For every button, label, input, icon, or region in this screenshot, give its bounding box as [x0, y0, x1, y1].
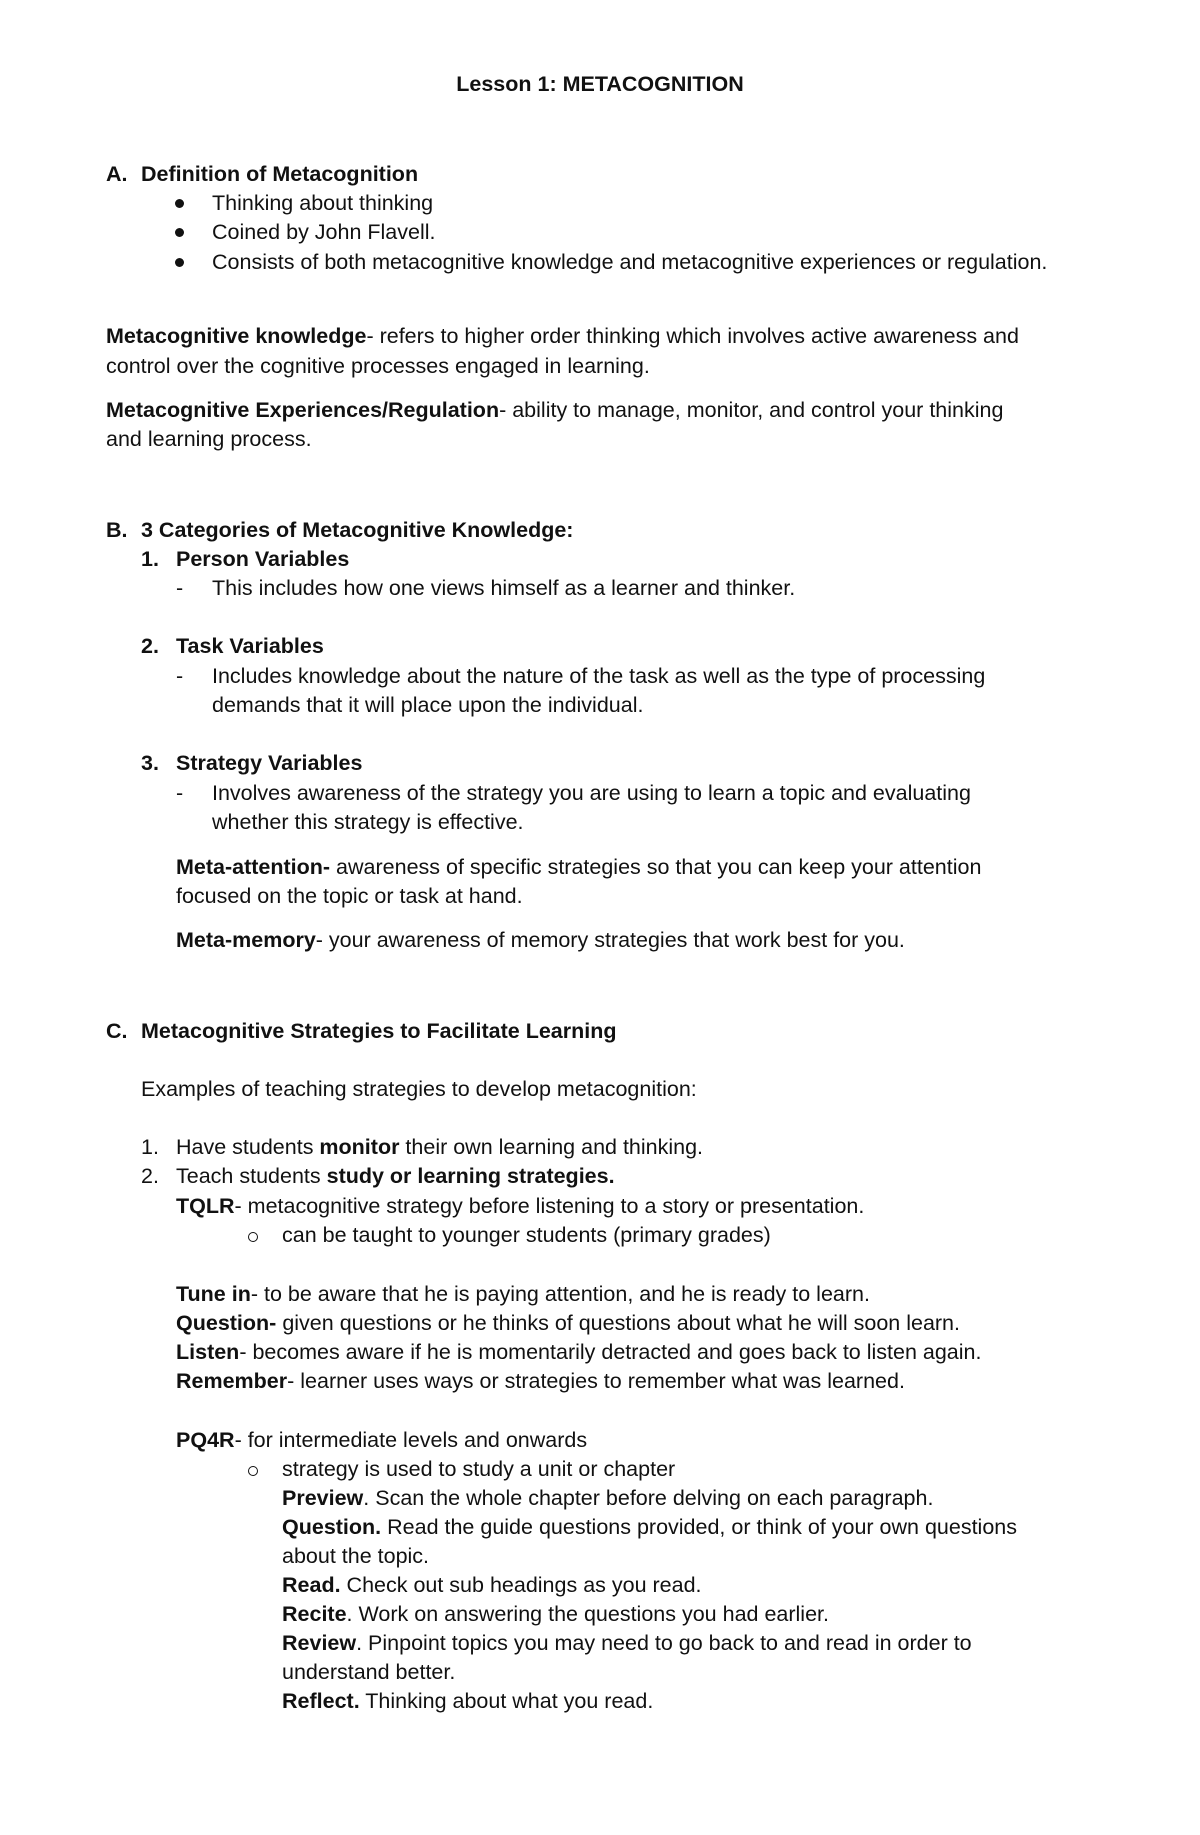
pq4r-step [282, 1542, 429, 1570]
definition-text: focused on the topic or task at hand. [176, 884, 523, 908]
definition-text: - for intermediate levels and onwards [234, 1428, 588, 1452]
sub-bullet-item: can be taught to younger students (primary grades) [282, 1223, 771, 1247]
definition-text: Read the guide questions provided, or think of your own questions [381, 1515, 1018, 1539]
definition-text: and learning process. [106, 427, 312, 451]
dash-marker: - [176, 781, 184, 805]
list-number: 2. [141, 1164, 159, 1188]
tqlr-step [176, 1367, 905, 1395]
term: Review [282, 1631, 357, 1655]
definition-tqlr [176, 1192, 864, 1220]
section-c-marker: C. [106, 1019, 128, 1043]
pq4r-step [282, 1571, 702, 1599]
definition-text: . Scan the whole chapter before delving on each paragraph. [363, 1486, 934, 1510]
list-number: 1. [141, 547, 159, 571]
term: Tune in [176, 1282, 251, 1306]
definition-text: understand better. [282, 1660, 456, 1684]
list-number: 3. [141, 751, 159, 775]
category-title: Strategy Variables [176, 751, 363, 775]
definition-text: - to be aware that he is paying attention, and he is ready to learn. [250, 1282, 870, 1306]
section-c-heading: Metacognitive Strategies to Facilitate Learning [141, 1019, 617, 1043]
definition-metacognitive-regulation [106, 396, 1003, 424]
term: PQ4R [176, 1428, 235, 1452]
term: Listen [176, 1340, 240, 1364]
definition-text: . Work on answering the questions you had earlier. [346, 1602, 829, 1626]
pq4r-step [282, 1658, 455, 1686]
bullet-item: Coined by John Flavell. [212, 220, 436, 244]
term: Preview [282, 1486, 364, 1510]
page-title: Lesson 1: METACOGNITION [456, 72, 744, 96]
list-number: 2. [141, 634, 159, 658]
pq4r-step [282, 1629, 972, 1657]
sub-bullet-item: strategy is used to study a unit or chapter [282, 1457, 676, 1481]
term: Question. [282, 1515, 382, 1539]
circle-bullet-icon [248, 1466, 258, 1476]
intro-text: Examples of teaching strategies to develop metacognition: [141, 1077, 697, 1101]
pq4r-step [282, 1484, 933, 1512]
category-title: Person Variables [176, 547, 350, 571]
list-number: 1. [141, 1135, 159, 1159]
term: Recite [282, 1602, 347, 1626]
definition-text: . Pinpoint topics you may need to go back to and read in order to [356, 1631, 972, 1655]
definition-text: Check out sub headings as you read. [340, 1573, 702, 1597]
text: their own learning and thinking. [399, 1135, 704, 1159]
definition-meta-attention [176, 853, 981, 881]
definition-text: Thinking about what you read. [359, 1689, 654, 1713]
bullet-item: Thinking about thinking [212, 191, 434, 215]
definition-text: about the topic. [282, 1544, 430, 1568]
definition-text: given questions or he thinks of questions about what he will soon learn. [276, 1311, 960, 1335]
section-b-marker: B. [106, 518, 128, 542]
bullet-icon [175, 258, 184, 267]
term: Read. [282, 1573, 341, 1597]
definition-text: awareness of specific strategies so that you can keep your attention [330, 855, 982, 879]
pq4r-step [282, 1600, 829, 1628]
bullet-icon [175, 228, 184, 237]
section-a-marker: A. [106, 162, 128, 186]
list-item [176, 1133, 703, 1161]
bullet-icon [175, 199, 184, 208]
category-text: Involves awareness of the strategy you are using to learn a topic and evaluating [212, 781, 971, 805]
term: Reflect. [282, 1689, 360, 1713]
definition-text: - metacognitive strategy before listening to a story or presentation. [234, 1194, 865, 1218]
term: Question- [176, 1311, 277, 1335]
category-text: Includes knowledge about the nature of the task as well as the type of processing [212, 664, 986, 688]
bullet-item: Consists of both metacognitive knowledge and metacognitive experiences or regulation. [212, 250, 1048, 274]
emphasis: study or learning strategies. [326, 1164, 615, 1188]
definition-metacognitive-knowledge [106, 322, 1019, 350]
emphasis: monitor [319, 1135, 400, 1159]
section-a-heading: Definition of Metacognition [141, 162, 419, 186]
definition-text: - ability to manage, monitor, and control your thinking [499, 398, 1004, 422]
text: Teach students [176, 1164, 327, 1188]
definition-pq4r [176, 1426, 587, 1454]
tqlr-step [176, 1309, 960, 1337]
tqlr-step [176, 1280, 870, 1308]
category-text: This includes how one views himself as a learner and thinker. [212, 576, 796, 600]
definition-text: - your awareness of memory strategies that work best for you. [315, 928, 905, 952]
dash-marker: - [176, 664, 184, 688]
term: Meta-attention- [176, 855, 331, 879]
definition-text: - learner uses ways or strategies to remember what was learned. [287, 1369, 905, 1393]
category-text: whether this strategy is effective. [212, 810, 524, 834]
definition-text: - refers to higher order thinking which involves active awareness and [366, 324, 1019, 348]
text: Have students [176, 1135, 320, 1159]
section-b-heading: 3 Categories of Metacognitive Knowledge: [141, 518, 574, 542]
definition-text: control over the cognitive processes engaged in learning. [106, 354, 650, 378]
definition-text: - becomes aware if he is momentarily detracted and goes back to listen again. [239, 1340, 982, 1364]
term: Remember [176, 1369, 288, 1393]
term: Metacognitive Experiences/Regulation [106, 398, 500, 422]
term: Meta-memory [176, 928, 316, 952]
pq4r-step [282, 1513, 1017, 1541]
dash-marker: - [176, 576, 184, 600]
term: Metacognitive knowledge [106, 324, 367, 348]
pq4r-step [282, 1687, 653, 1715]
term: TQLR [176, 1194, 235, 1218]
circle-bullet-icon [248, 1232, 258, 1242]
definition-meta-memory [176, 926, 905, 954]
tqlr-step [176, 1338, 981, 1366]
list-item [176, 1162, 615, 1190]
category-title: Task Variables [176, 634, 324, 658]
category-text: demands that it will place upon the individual. [212, 693, 644, 717]
